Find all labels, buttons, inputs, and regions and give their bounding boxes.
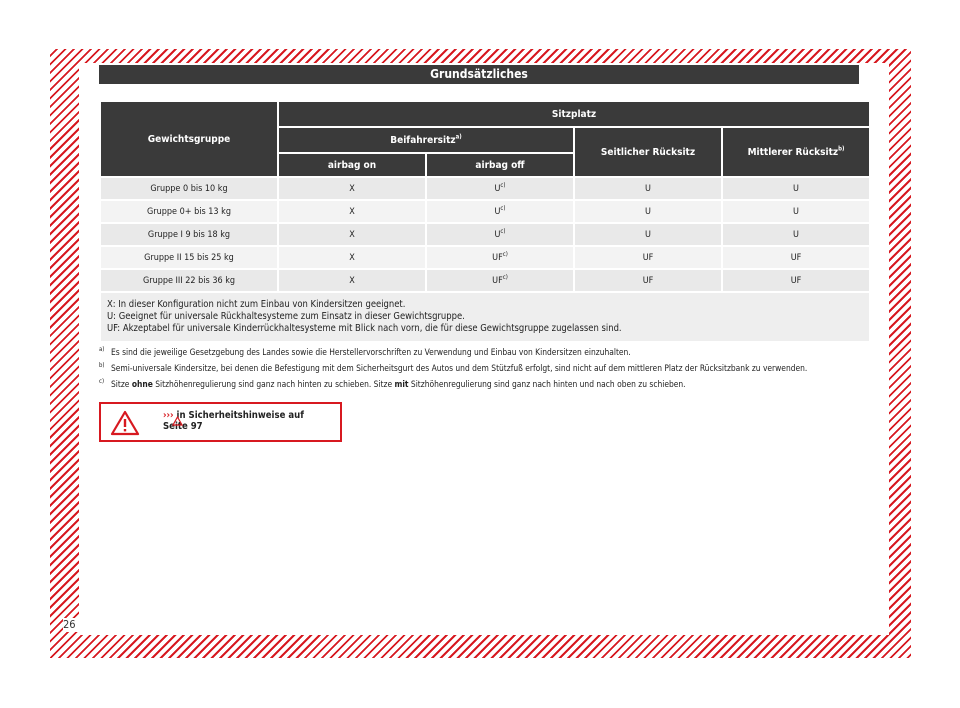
warning-line-2: Seite 97	[163, 421, 203, 432]
footnote-text: Es sind die jeweilige Gesetzgebung des Landes sowie die Herstellervorschriften zu Verwendung und Einbau von Kindersitzen einzuhalten.	[111, 347, 631, 357]
cell-airbag-off: UF$^{c)}$	[427, 270, 573, 291]
col-header-airbag-off: airbag off	[427, 154, 573, 176]
cell-airbag-off: $U^{c)}$	[427, 224, 573, 245]
col-header-beifahrer: Beifahrersitz$^{a)}$	[279, 128, 573, 152]
table-row	[101, 224, 869, 245]
col-header-seitlich: Seitlicher Rücksitz	[575, 128, 721, 176]
footnote-mark: c)	[99, 378, 105, 385]
cell-middle: UF	[723, 270, 869, 291]
page-number: 26	[63, 618, 79, 632]
col-header-mittlerer: Mittlerer Rücksitz$^{b)}$	[723, 128, 869, 176]
cell-airbag-off: $U^{c)}$	[427, 201, 573, 222]
legend-uf: UF: Akzeptabel für universale Kinderrückhaltesysteme mit Blick nach vorn, die für diese Gewichtsgruppe zugelassen sind.	[107, 323, 622, 334]
col-header-group: Gewichtsgruppe	[101, 102, 277, 176]
cell-airbag-on: X	[279, 270, 425, 291]
footnote-b	[99, 363, 859, 374]
cell-side: UF	[575, 247, 721, 268]
cell-middle: U	[723, 178, 869, 199]
legend-u: U: Geeignet für universale Rückhaltesysteme zum Einsatz in dieser Gewichtsgruppe.	[107, 311, 465, 322]
cell-airbag-on: X	[279, 178, 425, 199]
table-row	[101, 201, 869, 222]
safety-warning-box	[99, 402, 342, 442]
cell-airbag-off: $U^{c)}$	[427, 178, 573, 199]
child-seat-table	[99, 100, 871, 343]
warning-line-1: in Sicherheitshinweise auf	[176, 410, 304, 421]
cell-group: Gruppe II 15 bis 25 kg	[101, 247, 277, 268]
cell-group: Gruppe 0+ bis 13 kg	[101, 201, 277, 222]
small-warning-icon	[172, 416, 183, 426]
table-row	[101, 247, 869, 268]
table-row	[101, 178, 869, 199]
cell-middle: U	[723, 224, 869, 245]
warning-triangle-icon	[110, 410, 140, 436]
footnote-c	[99, 379, 859, 390]
footnote-mark: a)	[99, 346, 105, 353]
cell-side: U	[575, 178, 721, 199]
cell-airbag-on: X	[279, 224, 425, 245]
cell-group: Gruppe I 9 bis 18 kg	[101, 224, 277, 245]
cell-side: UF	[575, 270, 721, 291]
cell-middle: UF	[723, 247, 869, 268]
footnote-a	[99, 347, 859, 358]
cell-airbag-on: X	[279, 247, 425, 268]
cell-side: U	[575, 201, 721, 222]
cell-airbag-off: UF$^{c)}$	[427, 247, 573, 268]
col-header-airbag-on: airbag on	[279, 154, 425, 176]
footnote-text: Semi-universale Kindersitze, bei denen die Befestigung mit dem Sicherheitsgurt des Autos und dem Stützfuß erfolgt, sind nicht auf dem mittleren Platz der Rücksitzbank zu verwenden.	[111, 363, 808, 373]
col-header-sitzplatz: Sitzplatz	[279, 102, 869, 126]
table-row	[101, 270, 869, 291]
cell-airbag-on: X	[279, 201, 425, 222]
footnote-mark: b)	[99, 362, 105, 369]
legend-cell	[101, 293, 869, 341]
section-title: Grundsätzliches	[99, 65, 859, 84]
footnote-text: Sitze ohne Sitzhöhenregulierung sind ganz nach hinten zu schieben. Sitze mit Sitzhöhenregulierung sind ganz nach hinten und nach oben zu schieben.	[111, 379, 686, 389]
cell-side: U	[575, 224, 721, 245]
warning-reference[interactable]	[163, 410, 304, 432]
footnotes	[99, 347, 859, 395]
cell-group: Gruppe 0 bis 10 kg	[101, 178, 277, 199]
cell-middle: U	[723, 201, 869, 222]
cell-group: Gruppe III 22 bis 36 kg	[101, 270, 277, 291]
legend-x: X: In dieser Konfiguration nicht zum Einbau von Kindersitzen geeignet.	[107, 299, 406, 310]
legend-row	[101, 293, 869, 341]
arrows-icon: ›››	[163, 410, 174, 421]
